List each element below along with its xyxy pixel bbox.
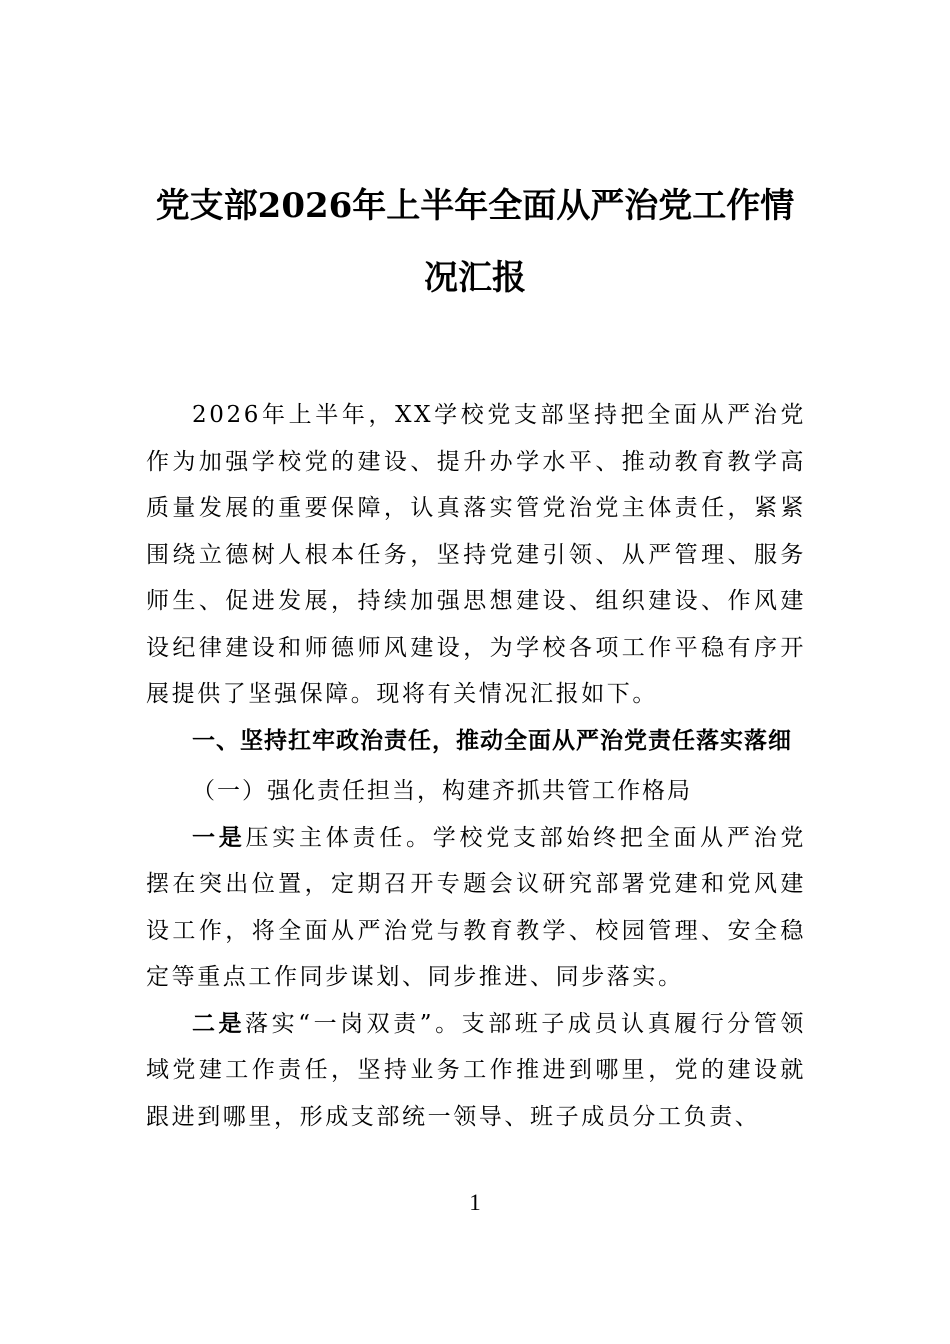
point-text-2: 落实“一岗双责”。支部班子成员认真履行分管领域党建工作责任，坚持业务工作推进到哪里，党的建设就跟进到哪里，形成支部统一领导、班子成员分工负责、 xyxy=(146,1010,806,1130)
point-text-1: 压实主体责任。学校党支部始终把全面从严治党摆在突出位置，定期召开专题会议研究部署党建和党风建设工作，将全面从严治党与教育教学、校园管理、安全稳定等重点工作同步谋划、同步推进、同步落实。 xyxy=(146,824,806,990)
point-lead-2: 二是 xyxy=(192,1010,246,1037)
page-number: 1 xyxy=(469,1190,481,1215)
title-line-2: 况汇报 xyxy=(424,258,526,298)
subsection-heading-1: （一）强化责任担当，构建齐抓共管工作格局 xyxy=(192,778,692,804)
title-line-1: 党支部2026年上半年全面从严治党工作情 xyxy=(155,186,795,226)
document-title xyxy=(130,170,820,314)
point-lead-1: 一是 xyxy=(192,824,246,851)
intro-paragraph: 2026年上半年，XX学校党支部坚持把全面从严治党作为加强学校党的建设、提升办学水平、推动教育教学高质量发展的重要保障，认真落实管党治党主体责任，紧紧围绕立德树人根本任务，坚持党建引领、从严管理、服务师生、促进发展，持续加强思想建设、组织建设、作风建设纪律建设和师德师风建设，为学校各项工作平稳有序开展提供了坚强保障。现将有关情况汇报如下。 xyxy=(146,402,806,707)
section-heading-1: 一、坚持扛牢政治责任，推动全面从严治党责任落实落细 xyxy=(192,727,792,754)
document-body xyxy=(146,392,806,1140)
point-paragraph-1 xyxy=(146,815,806,1001)
point-paragraph-2 xyxy=(146,1001,806,1141)
